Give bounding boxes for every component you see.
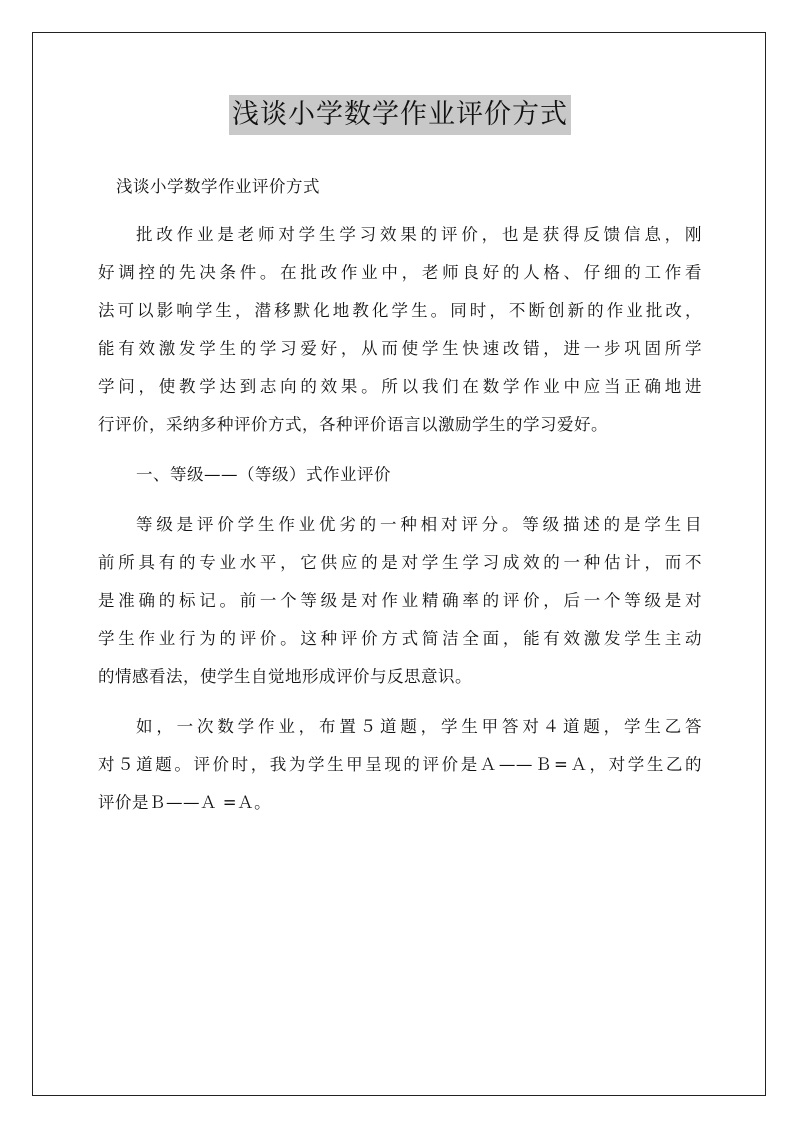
paragraph-line: 法可以影响学生，潜移默化地教化学生。同时，不断创新的作业批改， <box>98 301 702 320</box>
paragraph-line: 如，一次数学作业，布置５道题，学生甲答对４道题，学生乙答 <box>136 717 702 736</box>
document-subtitle: 浅谈小学数学作业评价方式 <box>116 177 320 196</box>
paragraph-2 <box>98 506 702 696</box>
paragraph-line: 是准确的标记。前一个等级是对作业精确率的评价，后一个等级是对 <box>98 591 702 610</box>
paragraph-line: 前所具有的专业水平，它供应的是对学生学习成效的一种估计，而不 <box>98 553 702 572</box>
paragraph-line: 对５道题。评价时，我为学生甲呈现的评价是Ａ——Ｂ=Ａ，对学生乙的 <box>98 755 702 774</box>
paragraph-line: 行评价，采纳多种评价方式，各种评价语言以激励学生的学习爱好。 <box>98 415 608 434</box>
paragraph-line: 好调控的先决条件。在批改作业中，老师良好的人格、仔细的工作看 <box>98 263 702 282</box>
document-title: 浅谈小学数学作业评价方式 <box>229 95 571 135</box>
section-heading: 一、等级——（等级）式作业评价 <box>136 465 391 484</box>
paragraph-line: 评价是Ｂ——Ａ =Ａ。 <box>98 793 272 812</box>
paragraph-1 <box>98 216 702 444</box>
paragraph-line: 等级是评价学生作业优劣的一种相对评分。等级描述的是学生目 <box>136 515 702 534</box>
paragraph-line: 的情感看法，使学生自觉地形成评价与反思意识。 <box>98 667 472 686</box>
paragraph-line: 能有效激发学生的学习爱好，从而使学生快速改错，进一步巩固所学 <box>98 339 702 358</box>
paragraph-line: 学问，使教学达到志向的效果。所以我们在数学作业中应当正确地进 <box>98 377 702 396</box>
paragraph-line: 批改作业是老师对学生学习效果的评价，也是获得反馈信息，刚 <box>136 225 702 244</box>
paragraph-3 <box>98 708 702 822</box>
document-body <box>98 168 702 834</box>
paragraph-line: 学生作业行为的评价。这种评价方式简洁全面，能有效激发学生主动 <box>98 629 702 648</box>
section-heading-1 <box>98 456 702 494</box>
title-container <box>0 95 800 135</box>
